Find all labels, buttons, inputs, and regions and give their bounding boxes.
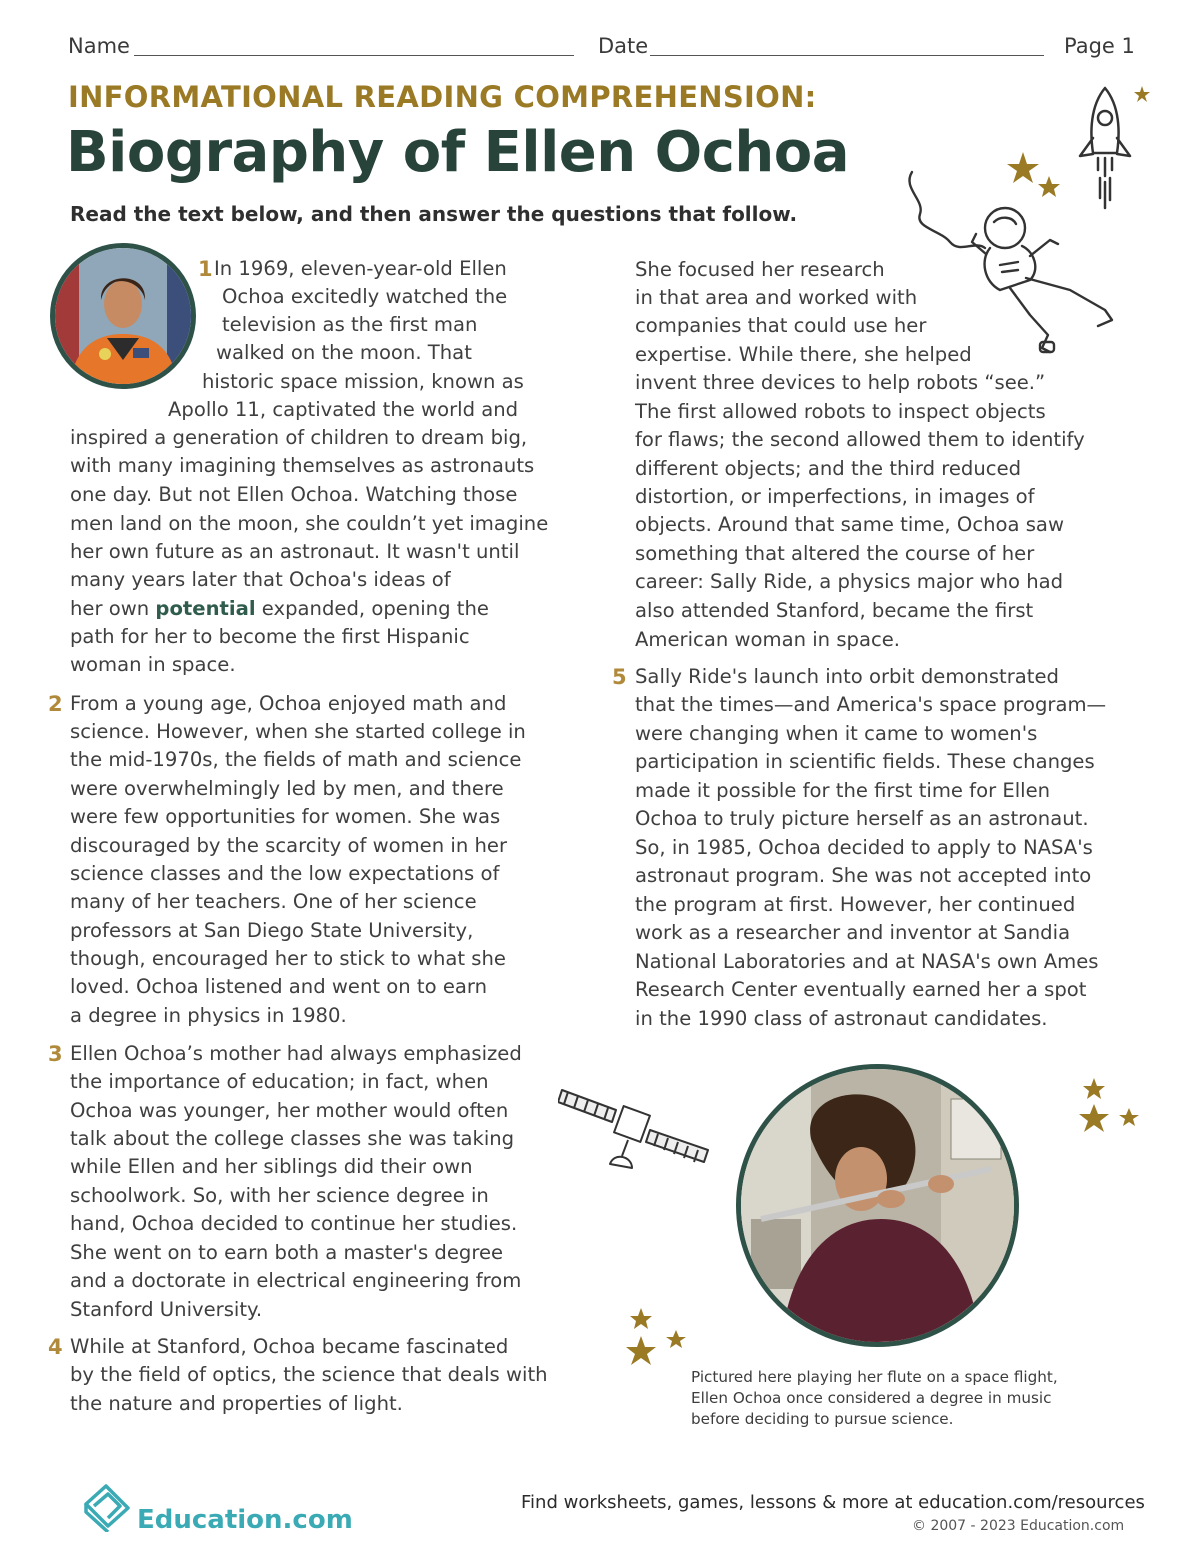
p5-line: were changing when it came to women's [635, 722, 1038, 745]
p3-line: talk about the college classes she was taking [70, 1127, 515, 1150]
p4-line: career: Sally Ride, a physics major who had [635, 570, 1064, 593]
paragraph-number-3: 3 [48, 1042, 63, 1066]
paragraph-number-4: 4 [48, 1335, 63, 1359]
p1-line: Apollo 11, captivated the world and [168, 398, 519, 421]
photo-caption: before deciding to pursue science. [691, 1410, 954, 1428]
worksheet-kicker: INFORMATIONAL READING COMPREHENSION: [68, 80, 817, 114]
p2-line: were few opportunities for women. She was [70, 805, 501, 828]
page-number: Page 1 [1064, 34, 1135, 58]
p2-line: the mid-1970s, the fields of math and science [70, 748, 522, 771]
footer-resources-link[interactable]: Find worksheets, games, lessons & more at education.com/resources [521, 1492, 1145, 1513]
p3-line: Stanford University. [70, 1298, 263, 1321]
p1-line-with-keyword [70, 595, 489, 623]
date-field[interactable] [650, 55, 1044, 56]
p1-line: path for her to become the first Hispanic [70, 625, 470, 648]
p2-line: From a young age, Ochoa enjoyed math and [70, 692, 507, 715]
p1-line: men land on the moon, she couldn’t yet imagine [70, 512, 549, 535]
p5-line: in the 1990 class of astronaut candidates. [635, 1007, 1048, 1030]
p5-line: Sally Ride's launch into orbit demonstrated [635, 665, 1059, 688]
p1-line: inspired a generation of children to dream big, [70, 426, 528, 449]
p2-line: were overwhelmingly led by men, and there [70, 777, 504, 800]
p1-line: walked on the moon. That [216, 341, 472, 364]
p5-line: National Laboratories and at NASA's own Ames [635, 950, 1099, 973]
p4-line: expertise. While there, she helped [635, 343, 972, 366]
p3-line: and a doctorate in electrical engineering from [70, 1269, 522, 1292]
p2-line: science. However, when she started college in [70, 720, 526, 743]
paragraph-number-1: 1 [198, 257, 213, 281]
p4-line: in that area and worked with [635, 286, 918, 309]
page-title: Biography of Ellen Ochoa [66, 120, 850, 185]
astronaut-icon [900, 170, 1125, 360]
p1-line: with many imagining themselves as astronauts [70, 454, 535, 477]
vocabulary-word: potential [155, 597, 256, 620]
p4-line: the nature and properties of light. [70, 1392, 403, 1415]
p2-line: many of her teachers. One of her science [70, 890, 477, 913]
p3-line: schoolwork. So, with her science degree in [70, 1184, 489, 1207]
p1-line: television as the first man [222, 313, 478, 336]
p3-line: while Ellen and her siblings did their own [70, 1155, 473, 1178]
p5-line: Ochoa to truly picture herself as an astronaut. [635, 807, 1089, 830]
p1-line-fragment: expanded, opening the [261, 597, 489, 620]
p4-line: for flaws; the second allowed them to identify [635, 428, 1085, 451]
p4-line: American woman in space. [635, 628, 901, 651]
brand-name: Education.com [137, 1505, 353, 1535]
stars-icon [1074, 1076, 1144, 1140]
photo-caption: Pictured here playing her flute on a space flight, [691, 1368, 1058, 1386]
p2-line: discouraged by the scarcity of women in her [70, 834, 508, 857]
p3-line: hand, Ochoa decided to continue her studies. [70, 1212, 518, 1235]
p5-line: astronaut program. She was not accepted into [635, 864, 1092, 887]
paragraph-number-2: 2 [48, 692, 63, 716]
instructions: Read the text below, and then answer the questions that follow. [70, 202, 798, 226]
p1-line: her own future as an astronaut. It wasn't until [70, 540, 520, 563]
p5-line: work as a researcher and inventor at Sandia [635, 921, 1071, 944]
p4-line: While at Stanford, Ochoa became fascinated [70, 1335, 509, 1358]
satellite-icon [558, 1078, 716, 1178]
stars-icon [624, 1306, 694, 1372]
date-label: Date [598, 34, 649, 58]
copyright: © 2007 - 2023 Education.com [912, 1518, 1125, 1534]
p4-line: also attended Stanford, became the first [635, 599, 1034, 622]
paragraph-number-5: 5 [612, 665, 627, 689]
ellen-ochoa-flute-photo [736, 1064, 1019, 1347]
name-field[interactable] [134, 55, 574, 56]
p1-line-fragment: her own [70, 597, 156, 620]
p5-line: made it possible for the first time for Ellen [635, 779, 1051, 802]
p3-line: She went on to earn both a master's degree [70, 1241, 504, 1264]
p5-line: the program at first. However, her continued [635, 893, 1076, 916]
p1-line: In 1969, eleven-year-old Ellen [214, 257, 507, 280]
p2-line: a degree in physics in 1980. [70, 1004, 347, 1027]
p5-line: So, in 1985, Ochoa decided to apply to NASA's [635, 836, 1093, 859]
p4-line: objects. Around that same time, Ochoa saw [635, 513, 1064, 536]
p2-line: professors at San Diego State University, [70, 919, 474, 942]
p4-line: companies that could use her [635, 314, 927, 337]
p2-line: science classes and the low expectations of [70, 862, 500, 885]
p4-line: something that altered the course of her [635, 542, 1035, 565]
p4-line: invent three devices to help robots “see.” [635, 371, 1046, 394]
name-label: Name [68, 34, 130, 58]
p4-line: The first allowed robots to inspect objects [635, 400, 1046, 423]
p3-line: Ellen Ochoa’s mother had always emphasized [70, 1042, 522, 1065]
p4-line: different objects; and the third reduced [635, 457, 1022, 480]
p1-line: historic space mission, known as [202, 370, 524, 393]
p3-line: the importance of education; in fact, when [70, 1070, 489, 1093]
ellen-ochoa-portrait [50, 243, 196, 389]
p1-line: Ochoa excitedly watched the [222, 285, 508, 308]
p5-line: that the times—and America's space program— [635, 693, 1107, 716]
p3-line: Ochoa was younger, her mother would often [70, 1099, 509, 1122]
p1-line: one day. But not Ellen Ochoa. Watching those [70, 483, 518, 506]
p1-line: many years later that Ochoa's ideas of [70, 568, 451, 591]
p5-line: participation in scientific fields. These changes [635, 750, 1095, 773]
photo-caption: Ellen Ochoa once considered a degree in music [691, 1389, 1052, 1407]
p2-line: loved. Ochoa listened and went on to earn [70, 975, 488, 998]
p1-line: woman in space. [70, 653, 236, 676]
p4-line: She focused her research [635, 258, 885, 281]
p5-line: Research Center eventually earned her a spot [635, 978, 1087, 1001]
p4-line: distortion, or imperfections, in images of [635, 485, 1035, 508]
p4-line: by the field of optics, the science that deals with [70, 1363, 548, 1386]
education-logo-icon [82, 1482, 134, 1532]
p2-line: though, encouraged her to stick to what she [70, 947, 506, 970]
